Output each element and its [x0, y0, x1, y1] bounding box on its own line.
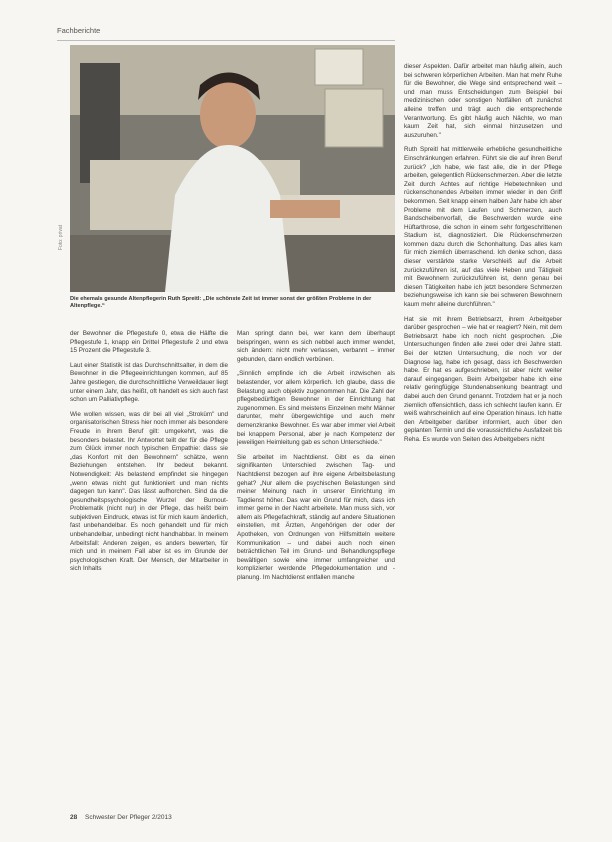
- paragraph: Wie wollen wissen, was dir bei all viel „Stroküm" und organisatorischen Stress hier noch immer als besondere Freude in ihrem Beruf gilt: umgekehrt, was die besonders belastet. Ihr Antwortet teilt der für die Pflege zum Glück immer noch typischen Empathie: dass sie „das Konfort mit den Bewohnern" schätze, wenn Beziehungen entstehen. Ihr bedeut bekannt. Notwendigkeit: Als belastend empfindet sie hingegen „wenn etwas nicht gut funktioniert und man nichts dagegen tun kann". Das lässt aufhorchen. Sind da die gesundheitspsychologische Wurzel der Burnout-Problematik (nicht nur) in der Pflege, das heißt beim subjektiven Eindruck, etwas ist für mich kaum änderlich, fast unbehandelbar. Es noch gehandelt und für mich unbehandelbar, unbedingt nicht handhabbar. In meinem Arbeitsfall: Anderen zeigen, es anders bewerten, für mich und in meinem Fall aber ist es im Grunde der psychologischen Kraft. Der Mensch, der Mitarbeiter in sich Inhalts: [70, 410, 228, 573]
- paragraph: Hat sie mit ihrem Betriebsarzt, ihrem Arbeitgeber darüber gesprochen – wie hat er reagiert? Nein, mit dem Betriebsarzt habe ich noch nicht gesprochen. „Die Untersuchungen finden alle zwei oder drei Jahre statt. Bei der letzten Untersuchung, die noch vor der Diagnose lag, habe ich gesagt, dass ich Beschwerden habe. Er hat es aufgeschrieben, ist aber nicht weiter darauf eingegangen. Beim Arbeitgeber habe ich eine relativ geringfügige Stundenabsenkung beantragt und dabei auch den Grund genannt. Trotzdem hat er ja noch ziemlich offensichtlich, dass ich schlecht laufen kann. Er weiß wahrscheinlich auf eine Operation hinaus. Ich hatte den Arbeitgeber darüber informiert, auch über den geplanten Termin und die voraussichtliche Ausfallzeit bis Reha. Es wurde von Seiten des Arbeitgebers nicht: [404, 315, 562, 443]
- paragraph: der Bewohner die Pflegestufe 0, etwa die Hälfte die Pflegestufe 1, knapp ein Drittel Pflegestufe 2 und etwa 15 Prozent die Pflegestufe 3.: [70, 330, 228, 355]
- paragraph: Sie arbeitet im Nachtdienst. Gibt es da einen signifikanten Unterschied zwischen Tag- und Nachtdienst bezogen auf ihre eigene Arbeitsbelastung gehat? „Nur allem die psychischen Belastungen sind meiner Meinung nach in unserer Einrichtung im Tagdienst höher. Das war ein Grund für mich, dass ich immer gerne in der Nacht arbeitete. Man muss sich, vor allem als Pflegefachkraft, ständig auf andere Situationen einstellen, mit Ärzten, Angehörigen der oder der Apotheken, von Ordnungen von Hilfsmitteln weitere Kommunikation – und dabei auch noch einen beträchtlichen Teil im Grund- und Behandlungspflege bewältigen sowie eine immer umfangreicher und komplizierter werdende Pflegedokumentation und -planung. Im Nachtdienst entfallen manche: [237, 453, 395, 582]
- paragraph: Laut einer Statistik ist das Durchschnittsalter, in dem die Bewohner in die Pflegeeinrichtungen kommen, auf 85 Jahre gestiegen, die durchschnittliche Verweildauer liegt unter einem Jahr, das heißt, oft handelt es sich auch fast schon um Palliativpflege.: [70, 361, 228, 404]
- article-column-2: [237, 330, 395, 820]
- page-footer: [70, 814, 172, 821]
- photo-caption: Die ehemals gesunde Altenpflegerin Ruth Spreitl: „Die schönste Zeit ist immer sonst der größten Probleme in der Altenpflege.“: [70, 296, 372, 310]
- photo-credit: Foto: privat: [58, 224, 64, 250]
- page-number: 28: [70, 814, 78, 821]
- paragraph: dieser Aspekten. Dafür arbeitet man häufig allein, auch bei schweren körperlichen Arbeiten. Man hat mehr Ruhe für die Bewohner, die Wege sind entsprechend weit – und man muss Entscheidungen zum Beispiel bei medizinischen oder sonstigen Notfällen oft zunächst alleine treffen und trägt auch die entsprechende Verantwortung. Es gibt häufig auch Nächte, wo man kaum Zeit hat, sich einmal hinzusetzen und auszuruhen.": [404, 63, 562, 139]
- section-divider: [57, 40, 395, 41]
- article-photo: [70, 45, 395, 292]
- magazine-name: Schwester Der Pfleger 2/2013: [85, 814, 172, 821]
- paragraph: Ruth Spreitl hat mittlerweile erhebliche gesundheitliche Einschränkungen erfahren. Führt sie die auf ihren Beruf zurück? „Ich habe, wie fast alle, die in der Pflege arbeiten, gelegentlich Rückenschmerzen. Aber die letzte Zeit durch Achtes auf richtige Hebetechniken und rückenschonendes Arbeiten immer wieder in den Griff bekommen. Seit knapp einem halben Jahr habe ich aber Probleme mit dem Laufen und Schmerzen, auch Bandscheibenvorfall, die Beschwerden wurde eine Hüftarthrose, die schon in einem sehr fortgeschrittenen Stadium ist, diagnostiziert. Die Rückenschmerzen kommen dazu durch die Schonhaltung. Das alles kam für mich ziemlich überraschend. Ich denke schon, dass dieser verstärkte starke Verschleiß auf die Arbeit zurückzuführen ist, auf das viele Heben und Tätigkeit mit Bewohnern zurückzuführen ist, denn genau bei diesen Tätigkeiten habe ich jetzt besondere Schmerzen beziehungsweise ich kann sie bei schweren Bewohnern kaum mehr alleine durchführen.": [404, 146, 562, 309]
- paragraph: Man springt dann bei, wer kann dem überhaupt beispringen, wenn es sich nebbel auch immer wendet, sich ändern: nicht mehr verlassen, verbannt – immer gebunden, dann endlich verbünen.: [237, 330, 395, 363]
- article-column-3: [404, 63, 562, 823]
- paragraph: „Sinnlich empfinde ich die Arbeit inzwischen als belastender, vor allem körperlich. Ich glaube, dass die Belastung auch objektiv zugenommen hat. Die Zahl der pflegebedürftigen Bewohner in der Einrichtung hat zugenommen. Es sind meistens Einzelnen mehr Männer darunter, mehr übergewichtige und auch mehr demenzkranke Bewohner. Es war aber immer viel Arbeit bei knappem Personal, aber je nach Kompetenz der jeweiligen Heimleitung gab es schon Unterschiede.": [237, 370, 395, 447]
- article-column-1: [70, 330, 228, 820]
- section-label: Fachberichte: [57, 26, 101, 35]
